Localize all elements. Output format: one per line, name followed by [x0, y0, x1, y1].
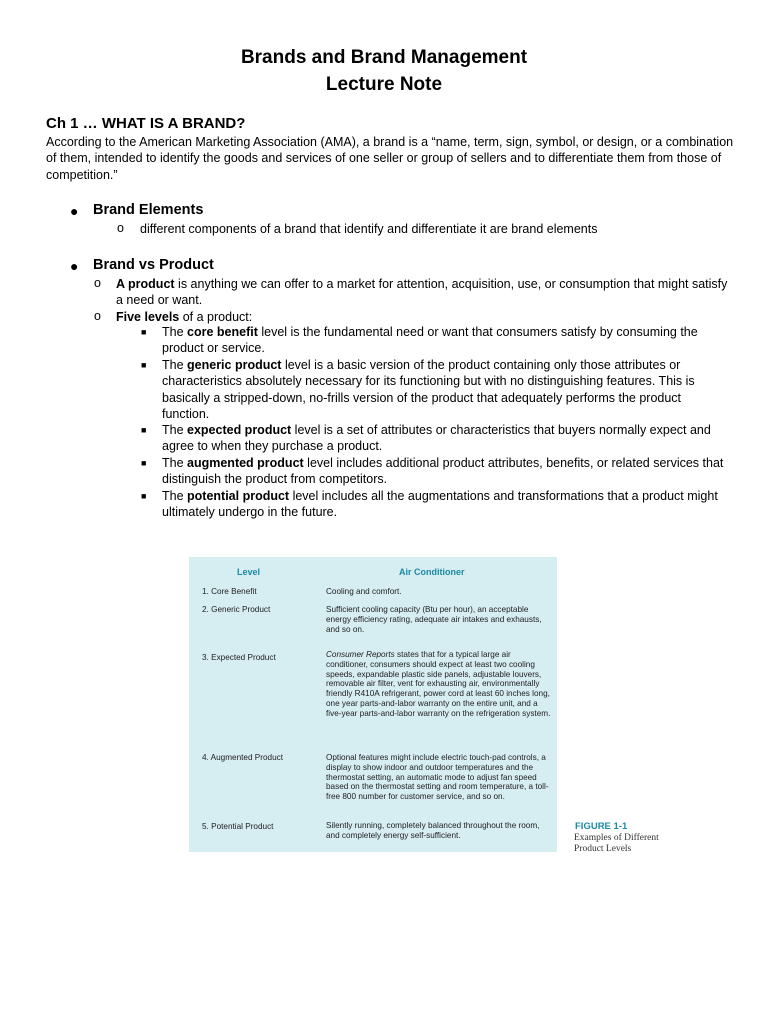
circle-bullet-icon: o [117, 221, 124, 235]
five-levels-intro [116, 309, 728, 325]
level-term: potential product [187, 489, 290, 503]
level-prefix: The [162, 358, 188, 372]
bullet-icon: ● [70, 203, 79, 219]
circle-bullet-icon: o [94, 309, 101, 323]
square-bullet-icon: ■ [141, 327, 147, 337]
figure-row-desc [326, 650, 551, 719]
five-levels-term: Five levels [116, 310, 180, 324]
figure-row-desc: Sufficient cooling capacity (Btu per hour), an acceptable energy efficiency rating, adequate air intakes and exhausts, and so on. [326, 605, 542, 634]
five-levels-text: of a product: [179, 310, 253, 324]
level-text: level is the fundamental need or want that consumers satisfy by consuming the product or service. [162, 325, 698, 356]
level-potential-product [162, 488, 728, 521]
document-subtitle: Lecture Note [325, 74, 443, 95]
level-text: level includes additional product attributes, benefits, or related services that distinguish the product from competitors. [162, 456, 724, 487]
figure-column-level: Level [237, 567, 261, 577]
level-core-benefit [162, 324, 728, 357]
level-text: level includes all the augmentations and transformations that a product might ultimately undergo in the future. [162, 489, 718, 520]
figure-caption: Examples of Different Product Levels [574, 833, 659, 854]
level-term: core benefit [187, 325, 258, 339]
level-term: augmented product [187, 456, 304, 470]
level-text: level is a set of attributes or characteristics that buyers normally expect and agree to when they purchase a product. [162, 423, 711, 454]
figure-row-desc: Optional features might include electric touch-pad controls, a display to show indoor and outdoor temperatures and the thermostat setting, an automatic mode to adjust fan speed based on the thermostat setting and room temperature, a toll-free 800 number for customer service, and so on. [326, 753, 549, 802]
chapter-intro: According to the American Marketing Association (AMA), a brand is a “name, term, sign, symbol, or design, or a combination of them, intended to identify the goods and services of one seller or group of sellers and to differentiate them from those of competition.” [46, 135, 734, 182]
figure-row-desc-text: states that for a typical large air conditioner, consumers should expect at least two cooling speeds, expandable plastic side panels, adjustable louvers, removable air filter, vent for exhausting air, environmentally friendly R410A refrigerant, power cord at least 60 inches long, one year parts-and-labor warranty on the entire unit, and a five-year parts-and-labor warranty on the refrigeration system. [326, 650, 551, 718]
figure-label: FIGURE 1-1 [575, 821, 628, 832]
chapter-heading: Ch 1 … WHAT IS A BRAND? [46, 115, 246, 132]
level-prefix: The [162, 489, 188, 503]
figure-row-level: 4. Augmented Product [202, 753, 284, 762]
product-levels-figure [189, 557, 557, 852]
publication-name: Consumer Reports [326, 650, 395, 659]
figure-row-level: 5. Potential Product [202, 822, 274, 831]
product-definition [116, 276, 728, 309]
level-term: generic product [187, 358, 282, 372]
circle-bullet-icon: o [94, 276, 101, 290]
figure-row-level: 3. Expected Product [202, 653, 276, 662]
brand-vs-product-heading: Brand vs Product [93, 257, 214, 273]
document-title: Brands and Brand Management [240, 47, 528, 68]
bullet-icon: ● [70, 258, 79, 274]
product-term: A product [116, 277, 175, 291]
level-prefix: The [162, 325, 188, 339]
figure-row-desc: Silently running, completely balanced throughout the room, and completely energy self-sufficient. [326, 821, 540, 840]
brand-elements-item: different components of a brand that identify and differentiate it are brand elements [140, 222, 598, 236]
figure-row-desc: Cooling and comfort. [326, 587, 402, 596]
figure-column-example: Air Conditioner [399, 567, 465, 577]
brand-elements-heading: Brand Elements [93, 202, 204, 218]
level-generic-product [162, 357, 728, 423]
level-expected-product [162, 422, 728, 455]
square-bullet-icon: ■ [141, 458, 147, 468]
square-bullet-icon: ■ [141, 491, 147, 501]
figure-row-level: 1. Core Benefit [202, 587, 257, 596]
level-prefix: The [162, 423, 188, 437]
level-augmented-product [162, 455, 728, 488]
level-text: level is a basic version of the product containing only those attributes or characteristics absolutely necessary for its functioning but with no distinguishing features. This is basically a stripped-down, no-frills version of the product that adequately performs the product function. [162, 358, 695, 422]
product-definition-text: is anything we can offer to a market for attention, acquisition, use, or consumption that might satisfy a need or want. [116, 277, 728, 308]
square-bullet-icon: ■ [141, 425, 147, 435]
figure-row-level: 2. Generic Product [202, 605, 271, 614]
square-bullet-icon: ■ [141, 360, 147, 370]
level-prefix: The [162, 456, 188, 470]
level-term: expected product [187, 423, 292, 437]
